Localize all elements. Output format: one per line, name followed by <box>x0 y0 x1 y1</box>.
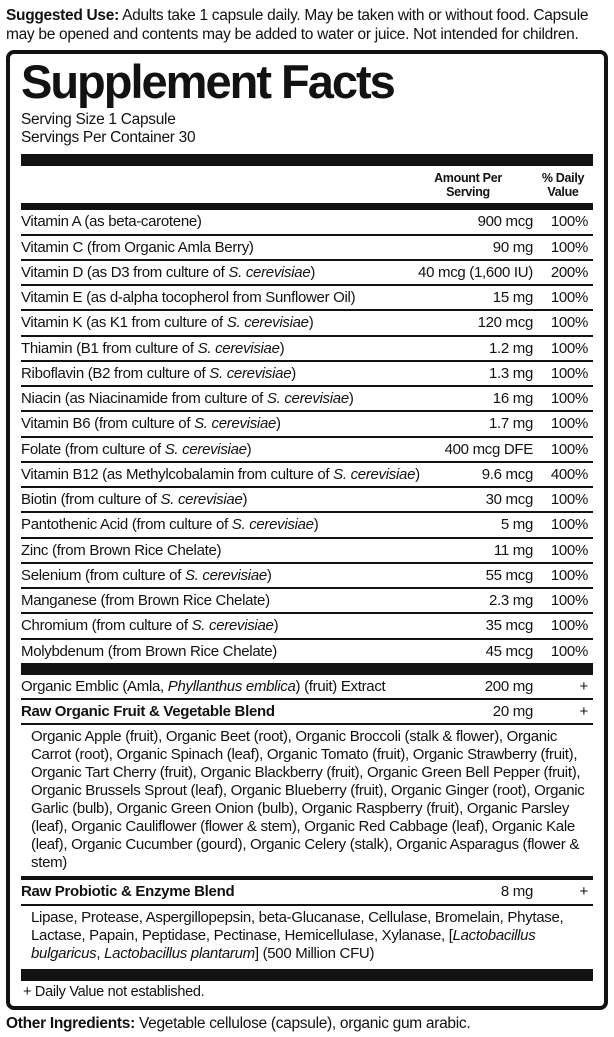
nutrient-row <box>21 511 593 536</box>
nutrient-name: Vitamin E (as d-alpha tocopherol from Sunflower Oil) <box>21 289 356 307</box>
nutrient-amount: 30 mcg <box>485 491 533 509</box>
nutrient-name: Vitamin D (as D3 from culture of S. cerevisiae) <box>21 263 316 281</box>
nutrient-daily-value: 100% <box>550 491 588 509</box>
nutrient-daily-value: 100% <box>550 642 588 660</box>
probiotic-enzyme-blend-detail: Lipase, Protease, Aspergillopepsin, beta-Glucanase, Cellulase, Bromelain, Phytase, Lactase, Papain, Peptidase, Pectinase, Hemicellulase, Xylanase, [Lactobacillus bulgaricus, Lactobacillus plantarum] (500 Million CFU) <box>21 904 593 967</box>
nutrient-name: Vitamin B6 (from culture of S. cerevisiae) <box>21 415 281 433</box>
nutrient-daily-value: 100% <box>550 238 588 256</box>
nutrient-row <box>21 259 593 284</box>
nutrient-amount: 2.3 mg <box>488 592 533 610</box>
daily-value-footnote: + Daily Value not established. <box>23 983 205 1000</box>
blend-row-emblic <box>21 675 593 698</box>
nutrient-daily-value: 100% <box>550 541 588 559</box>
nutrient-amount: 400 mcg DFE <box>444 440 533 458</box>
nutrient-name: Biotin (from culture of S. cerevisiae) <box>21 491 248 509</box>
nutrient-name: Vitamin B12 (as Methylcobalamin from culture of S. cerevisiae) <box>21 465 420 483</box>
nutrient-daily-value: 100% <box>550 592 588 610</box>
serving-size: Serving Size 1 Capsule <box>21 110 176 128</box>
servings-per-container: Servings Per Container 30 <box>21 129 196 147</box>
divider-bar-blends <box>21 663 593 675</box>
blend-daily-value: + <box>579 677 588 695</box>
nutrient-row <box>21 385 593 410</box>
column-header-daily-value <box>533 171 593 199</box>
blend-daily-value: + <box>579 883 588 901</box>
panel-title: Supplement Facts <box>21 54 394 108</box>
nutrient-amount: 900 mcg <box>477 213 533 231</box>
nutrient-row <box>21 537 593 562</box>
column-header-amount <box>409 171 527 199</box>
nutrient-row <box>21 360 593 385</box>
nutrient-daily-value: 100% <box>550 314 588 332</box>
column-header-dv-line2: Value <box>547 185 579 200</box>
nutrient-name: Zinc (from Brown Rice Chelate) <box>21 541 222 559</box>
nutrient-daily-value: 100% <box>550 364 588 382</box>
nutrient-amount: 1.7 mg <box>488 415 533 433</box>
blend-amount: 200 mg <box>484 677 533 695</box>
blend-row-fruit-vegetable <box>21 698 593 723</box>
blend-name: Organic Emblic (Amla, Phyllanthus emblica) (fruit) Extract <box>21 677 386 695</box>
nutrient-name: Vitamin A (as beta-carotene) <box>21 213 202 231</box>
blend-name: Raw Probiotic & Enzyme Blend <box>21 883 235 901</box>
nutrient-amount: 45 mcg <box>485 642 533 660</box>
suggested-use <box>0 0 614 50</box>
nutrient-row <box>21 309 593 334</box>
supplement-facts-panel <box>6 50 608 1010</box>
nutrient-name: Vitamin C (from Organic Amla Berry) <box>21 238 254 256</box>
nutrient-name: Folate (from culture of S. cerevisiae) <box>21 440 252 458</box>
nutrient-name: Vitamin K (as K1 from culture of S. cerevisiae) <box>21 314 314 332</box>
blend-row-probiotic-enzyme <box>21 876 593 903</box>
nutrient-name: Niacin (as Niacinamide from culture of S. cerevisiae) <box>21 390 354 408</box>
nutrient-row <box>21 284 593 309</box>
nutrient-row <box>21 562 593 587</box>
nutrient-amount: 1.2 mg <box>488 339 533 357</box>
column-header-amount-line2: Serving <box>446 185 490 200</box>
nutrient-amount: 15 mg <box>492 289 533 307</box>
nutrient-daily-value: 100% <box>550 213 588 231</box>
blend-name: Raw Organic Fruit & Vegetable Blend <box>21 703 275 721</box>
nutrient-row <box>21 486 593 511</box>
nutrient-amount: 40 mcg (1,600 IU) <box>418 263 533 281</box>
nutrient-daily-value: 200% <box>550 263 588 281</box>
divider-bar-headers <box>21 203 593 210</box>
nutrient-row <box>21 410 593 435</box>
fruit-vegetable-blend-detail: Organic Apple (fruit), Organic Beet (root), Organic Broccoli (stalk & flower), Organic Carrot (root), Organic Spinach (leaf), Organic Tomato (fruit), Organic Strawberry (fruit), Organic Tart Cherry (fruit), Organic Blackberry (fruit), Organic Green Bell Pepper (fruit), Organic Brussels Sprout (leaf), Organic Blueberry (fruit), Organic Ginger (root), Organic Garlic (bulb), Organic Green Onion (bulb), Organic Raspberry (fruit), Organic Parsley (leaf), Organic Cauliflower (flower & stem), Organic Red Cabbage (leaf), Organic Kale (leaf), Organic Cucumber (gourd), Organic Celery (stalk), Organic Asparagus (flower & stem) <box>21 723 593 876</box>
nutrient-row <box>21 234 593 259</box>
divider-bar-top <box>21 154 593 166</box>
other-ingredients-label: Other Ingredients: <box>6 1014 135 1032</box>
nutrient-row <box>21 461 593 486</box>
column-headers <box>21 166 593 203</box>
blend-daily-value: + <box>579 703 588 721</box>
nutrient-daily-value: 100% <box>550 339 588 357</box>
nutrient-daily-value: 100% <box>550 390 588 408</box>
suggested-use-text: Adults take 1 capsule daily. May be taken with or without food. Capsule may be opened and contents may be added to water or juice. Not intended for children. <box>6 7 589 43</box>
blend-amount: 8 mg <box>500 883 533 901</box>
nutrient-amount: 11 mg <box>493 541 533 559</box>
nutrient-name: Chromium (from culture of S. cerevisiae) <box>21 617 279 635</box>
nutrient-amount: 1.3 mg <box>488 364 533 382</box>
nutrient-name: Pantothenic Acid (from culture of S. cerevisiae) <box>21 516 319 534</box>
nutrient-amount: 5 mg <box>500 516 533 534</box>
nutrient-name: Selenium (from culture of S. cerevisiae) <box>21 566 272 584</box>
nutrient-daily-value: 100% <box>550 440 588 458</box>
blend-amount: 20 mg <box>492 703 533 721</box>
nutrient-name: Molybdenum (from Brown Rice Chelate) <box>21 642 277 660</box>
nutrient-rows <box>21 210 593 663</box>
nutrient-amount: 35 mcg <box>485 617 533 635</box>
nutrient-row <box>21 587 593 612</box>
column-header-amount-line1: Amount Per <box>434 171 502 186</box>
nutrient-row <box>21 210 593 233</box>
suggested-use-label: Suggested Use: <box>6 7 119 24</box>
nutrient-daily-value: 100% <box>550 415 588 433</box>
nutrient-daily-value: 100% <box>550 566 588 584</box>
nutrient-name: Thiamin (B1 from culture of S. cerevisiae) <box>21 339 285 357</box>
other-ingredients-text: Vegetable cellulose (capsule), organic gum arabic. <box>134 1014 471 1032</box>
column-header-dv-line1: % Daily <box>541 171 585 186</box>
nutrient-name: Manganese (from Brown Rice Chelate) <box>21 592 270 610</box>
nutrient-daily-value: 400% <box>550 465 588 483</box>
nutrient-amount: 16 mg <box>492 390 533 408</box>
divider-bar-bottom <box>21 969 593 981</box>
nutrient-row <box>21 335 593 360</box>
nutrient-amount: 120 mcg <box>477 314 533 332</box>
nutrient-row <box>21 638 593 663</box>
nutrient-daily-value: 100% <box>550 516 588 534</box>
nutrient-amount: 55 mcg <box>485 566 533 584</box>
nutrient-amount: 90 mg <box>492 238 533 256</box>
nutrient-daily-value: 100% <box>550 617 588 635</box>
nutrient-name: Riboflavin (B2 from culture of S. cerevisiae) <box>21 364 296 382</box>
nutrient-row <box>21 612 593 637</box>
nutrient-daily-value: 100% <box>550 289 588 307</box>
other-ingredients <box>0 1010 614 1037</box>
nutrient-amount: 9.6 mcg <box>481 465 533 483</box>
nutrient-row <box>21 436 593 461</box>
